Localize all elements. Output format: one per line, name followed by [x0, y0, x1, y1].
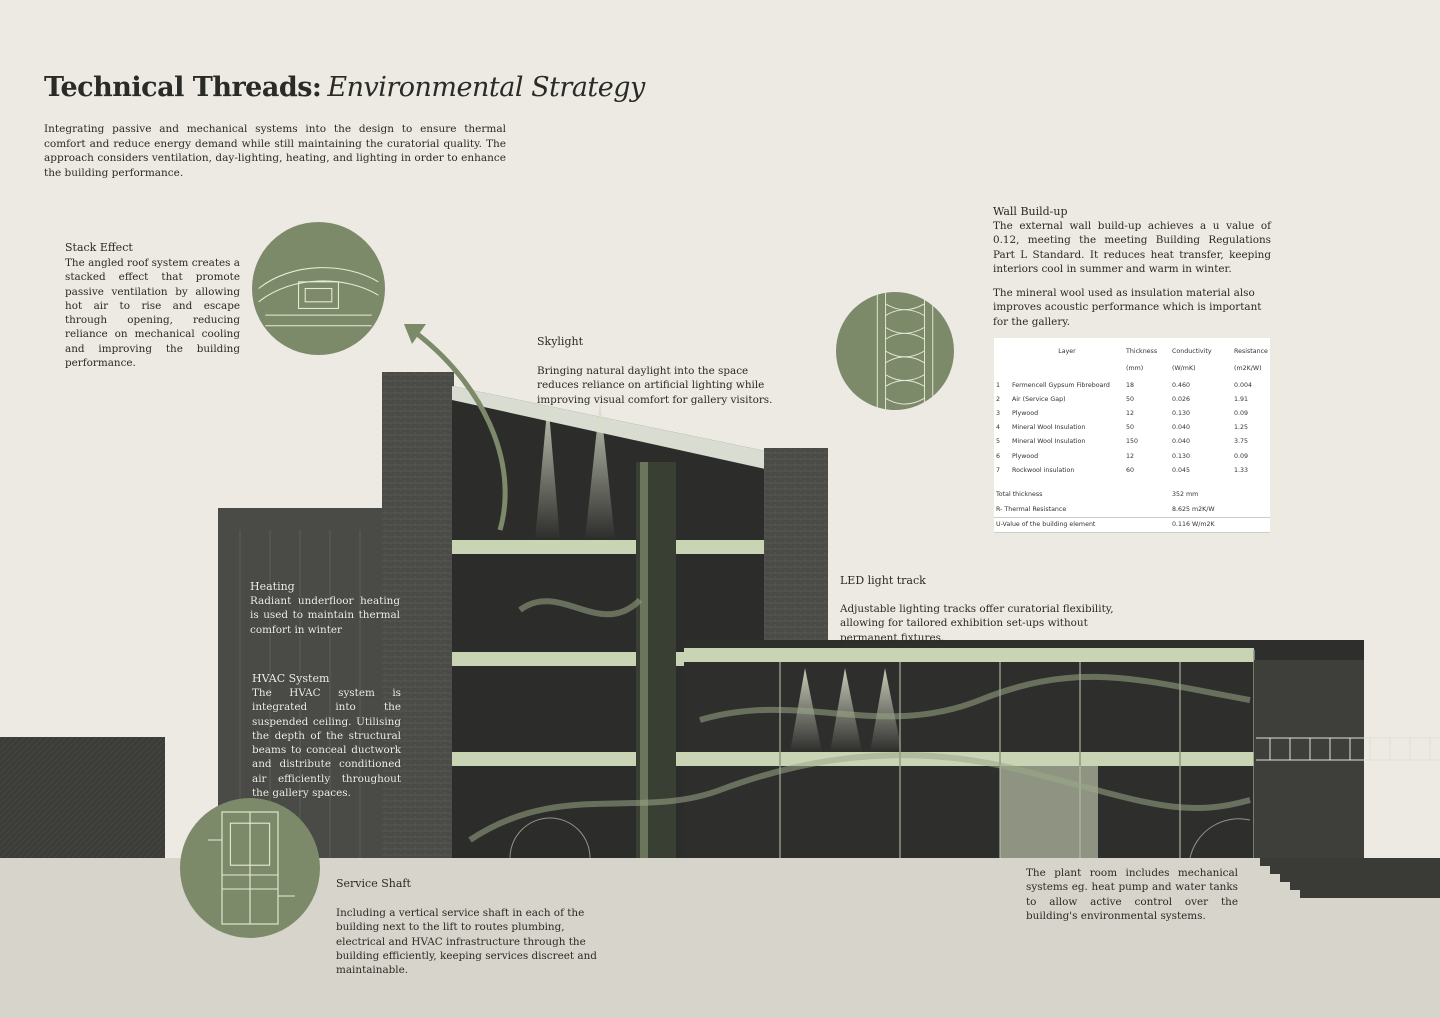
table-row: 5 Mineral Wool Insulation 150 0.040 3.75: [996, 438, 1249, 446]
roof-detail-sketch: [252, 222, 385, 355]
skylight-heading: Skylight: [537, 335, 583, 348]
unit-conductivity: (W/mK): [1172, 365, 1196, 372]
stack-effect-detail-circle: [252, 222, 385, 355]
table-summary-row: U-Value of the building element 0.116 W/m2K: [994, 517, 1270, 533]
plant-room-text: The plant room includes mechanical systems eg. heat pump and water tanks to allow active control over the building's environmental systems.: [1026, 867, 1238, 922]
wall-buildup-heading: Wall Build-up: [993, 205, 1068, 218]
col-conductivity: Conductivity: [1172, 348, 1212, 355]
hvac-heading: HVAC System: [252, 672, 330, 685]
table-header-row: [994, 338, 1270, 357]
unit-resistance: (m2K/W): [1234, 365, 1262, 372]
unit-thickness: (mm): [1126, 365, 1144, 372]
led-text: Adjustable lighting tracks offer curatorial flexibility, allowing for tailored exhibition set-ups without permanent fixtures.: [840, 603, 1114, 644]
skylight-text: Bringing natural daylight into the space reduces reliance on artificial lighting while improving visual comfort for gallery visitors.: [537, 365, 773, 406]
wall-section-sketch: [836, 292, 954, 410]
table-row: 3 Plywood 12 0.130 0.09: [996, 409, 1249, 417]
wall-buildup-text-1: The external wall build-up achieves a u value of 0.12, meeting the meeting Building Regulations Part L Standard. It reduces heat transfer, keeping interiors cool in summer and warm in winter.: [993, 220, 1271, 275]
table-summary-row: Total thickness 352 mm: [996, 491, 1199, 499]
heating-heading: Heating: [250, 580, 295, 593]
service-shaft-heading: Service Shaft: [336, 877, 411, 890]
wall-buildup-table: [994, 338, 1270, 533]
table-row: 1 Fermencell Gypsum Fibreboard 18 0.460 0.004: [996, 381, 1253, 389]
wall-buildup-text-2: The mineral wool used as insulation material also improves acoustic performance which is important for the gallery.: [993, 287, 1262, 328]
col-layer: Layer: [1058, 348, 1076, 355]
table-units-row: [994, 357, 1270, 378]
intro-paragraph: Integrating passive and mechanical systems into the design to ensure thermal comfort and reduce energy demand while still maintaining the curatorial quality. The approach considers ventilation, day-lighting, heating, and lighting in order to enhance the building performance.: [44, 123, 506, 179]
wall-buildup-detail-circle: [836, 292, 954, 410]
title-bold: Technical Threads:: [44, 72, 322, 103]
table-summary-row: R- Thermal Resistance 8.625 m2K/W: [996, 505, 1215, 513]
table-row: 4 Mineral Wool Insulation 50 0.040 1.25: [996, 424, 1249, 432]
col-resistance: Resistance: [1234, 348, 1268, 355]
col-thickness: Thickness: [1126, 348, 1158, 355]
shaft-detail-sketch: [180, 798, 320, 938]
service-shaft-text: Including a vertical service shaft in each of the building next to the lift to routes plumbing, electrical and HVAC infrastructure through the building efficiently, keeping services discreet and maintainable.: [336, 907, 597, 977]
table-row: 7 Rockwool insulation 60 0.045 1.33: [996, 466, 1249, 474]
led-heading: LED light track: [840, 574, 926, 587]
table-row: 2 Air (Service Gap) 50 0.026 1.91: [996, 395, 1249, 403]
table-row: 6 Plywood 12 0.130 0.09: [996, 452, 1249, 460]
service-shaft-detail-circle: [180, 798, 320, 938]
hvac-text: The HVAC system is integrated into the suspended ceiling. Utilising the depth of the structural beams to conceal ductwork and distribute conditioned air efficiently throughout the gallery spaces.: [252, 687, 401, 800]
stack-effect-text: The angled roof system creates a stacked effect that promote passive ventilation by allowing hot air to rise and escape through opening, reducing reliance on mechanical cooling and improving the building performance.: [65, 257, 240, 370]
heating-text: Radiant underfloor heating is used to maintain thermal comfort in winter: [250, 595, 400, 636]
title-italic: Environmental Strategy: [327, 72, 645, 103]
stack-effect-heading: Stack Effect: [65, 241, 133, 254]
